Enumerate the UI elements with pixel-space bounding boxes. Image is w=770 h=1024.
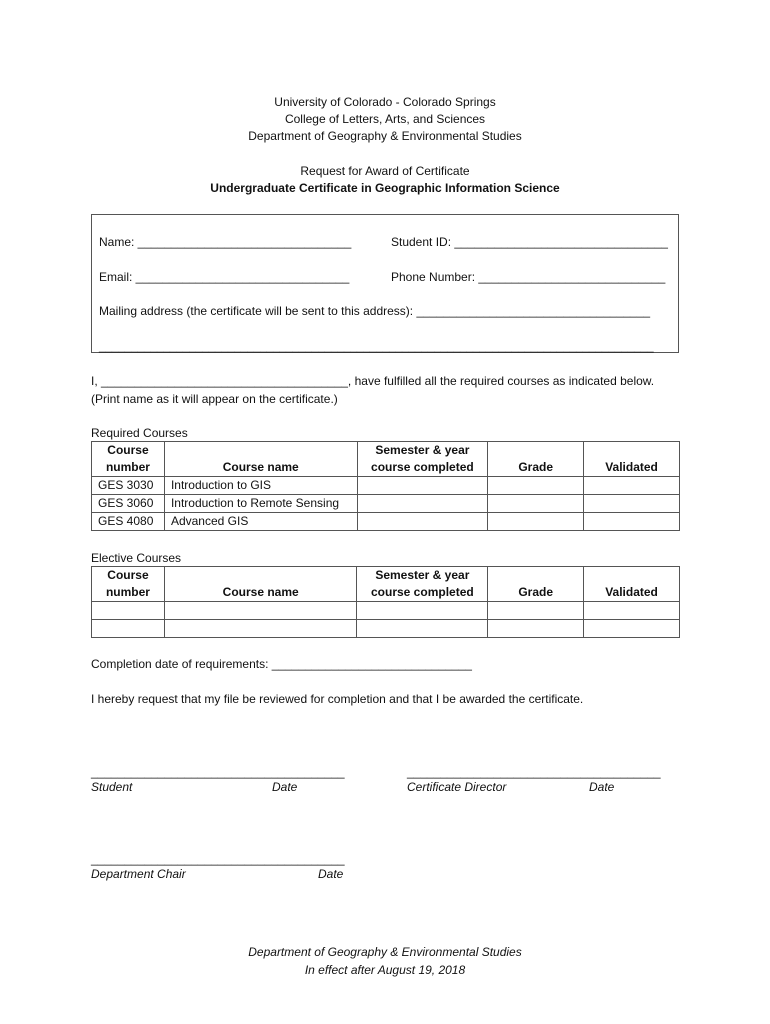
student-id-field[interactable]: Student ID: ________________________________ [391, 235, 668, 249]
table-row [92, 477, 680, 495]
table-header-row [92, 567, 680, 602]
grade-cell[interactable] [488, 495, 584, 513]
grade-cell[interactable] [488, 602, 584, 620]
request-statement: I hereby request that my file be reviewed for completion and that I be awarded the certificate. [91, 692, 584, 706]
student-signature-line[interactable]: ______________________________________ [91, 765, 345, 779]
col-semester: Semester & year course completed [357, 442, 488, 477]
required-courses-table [91, 441, 680, 531]
phone-field[interactable]: Phone Number: ____________________________ [391, 270, 666, 284]
attestation-line[interactable]: I, _____________________________________, have fulfilled all the required courses as indicated below. [91, 374, 655, 388]
semester-cell[interactable] [357, 513, 488, 531]
grade-cell[interactable] [488, 513, 584, 531]
page-footer [0, 943, 770, 979]
table-row [92, 495, 680, 513]
footer-department: Department of Geography & Environmental Studies [248, 945, 522, 959]
semester-cell[interactable] [357, 477, 488, 495]
required-courses-title: Required Courses [91, 426, 188, 440]
table-row [92, 602, 680, 620]
elective-courses-table [91, 566, 680, 638]
name-field[interactable]: Name: ________________________________ [99, 235, 352, 249]
course-name-cell: Introduction to Remote Sensing [164, 495, 357, 513]
form-title [0, 163, 770, 197]
course-name-cell[interactable] [164, 620, 357, 638]
col-semester: Semester & year course completed [357, 567, 488, 602]
table-header-row [92, 442, 680, 477]
email-field[interactable]: Email: ________________________________ [99, 270, 350, 284]
course-number-cell[interactable] [92, 602, 165, 620]
request-title: Request for Award of Certificate [300, 164, 470, 178]
col-grade: Grade [488, 442, 584, 477]
mailing-address-line2[interactable]: ______________________________________________________________________________________ [99, 340, 654, 353]
chair-label: Department Chair [91, 867, 186, 881]
col-course-name: Course name [164, 442, 357, 477]
student-label: Student [91, 780, 133, 794]
col-grade: Grade [488, 567, 584, 602]
validated-cell[interactable] [584, 602, 680, 620]
validated-cell[interactable] [584, 513, 680, 531]
course-number-cell: GES 4080 [92, 513, 165, 531]
footer-effective-date: In effect after August 19, 2018 [304, 963, 466, 977]
certificate-title: Undergraduate Certificate in Geographic Information Science [210, 181, 560, 195]
col-validated: Validated [584, 567, 680, 602]
table-row [92, 620, 680, 638]
director-signature-line[interactable]: ______________________________________ [407, 765, 661, 779]
director-label: Certificate Director [407, 780, 507, 794]
completion-date-field[interactable]: Completion date of requirements: ______________________________ [91, 657, 472, 671]
student-date-label: Date [272, 780, 298, 794]
col-course-number: Course number [92, 442, 165, 477]
attestation-note: (Print name as it will appear on the certificate.) [91, 392, 338, 406]
course-name-cell: Introduction to GIS [164, 477, 357, 495]
mailing-address-field[interactable]: Mailing address (the certificate will be sent to this address): ___________________________________ [99, 304, 651, 318]
course-name-cell[interactable] [164, 602, 357, 620]
grade-cell[interactable] [488, 477, 584, 495]
course-number-cell[interactable] [92, 620, 165, 638]
course-number-cell: GES 3030 [92, 477, 165, 495]
department-name: Department of Geography & Environmental Studies [248, 129, 522, 143]
col-course-number: Course number [92, 567, 165, 602]
college-name: College of Letters, Arts, and Sciences [284, 112, 486, 126]
chair-date-label: Date [318, 867, 344, 881]
semester-cell[interactable] [357, 620, 488, 638]
semester-cell[interactable] [357, 602, 488, 620]
validated-cell[interactable] [584, 495, 680, 513]
col-course-name: Course name [164, 567, 357, 602]
validated-cell[interactable] [584, 477, 680, 495]
course-number-cell: GES 3060 [92, 495, 165, 513]
course-name-cell: Advanced GIS [164, 513, 357, 531]
table-row [92, 513, 680, 531]
grade-cell[interactable] [488, 620, 584, 638]
semester-cell[interactable] [357, 495, 488, 513]
validated-cell[interactable] [584, 620, 680, 638]
form-header [0, 94, 770, 145]
chair-signature-line[interactable]: ______________________________________ [91, 852, 345, 866]
elective-courses-title: Elective Courses [91, 551, 182, 565]
director-date-label: Date [589, 780, 615, 794]
student-info-box [91, 214, 679, 353]
col-validated: Validated [584, 442, 680, 477]
university-name: University of Colorado - Colorado Springs [274, 95, 496, 109]
